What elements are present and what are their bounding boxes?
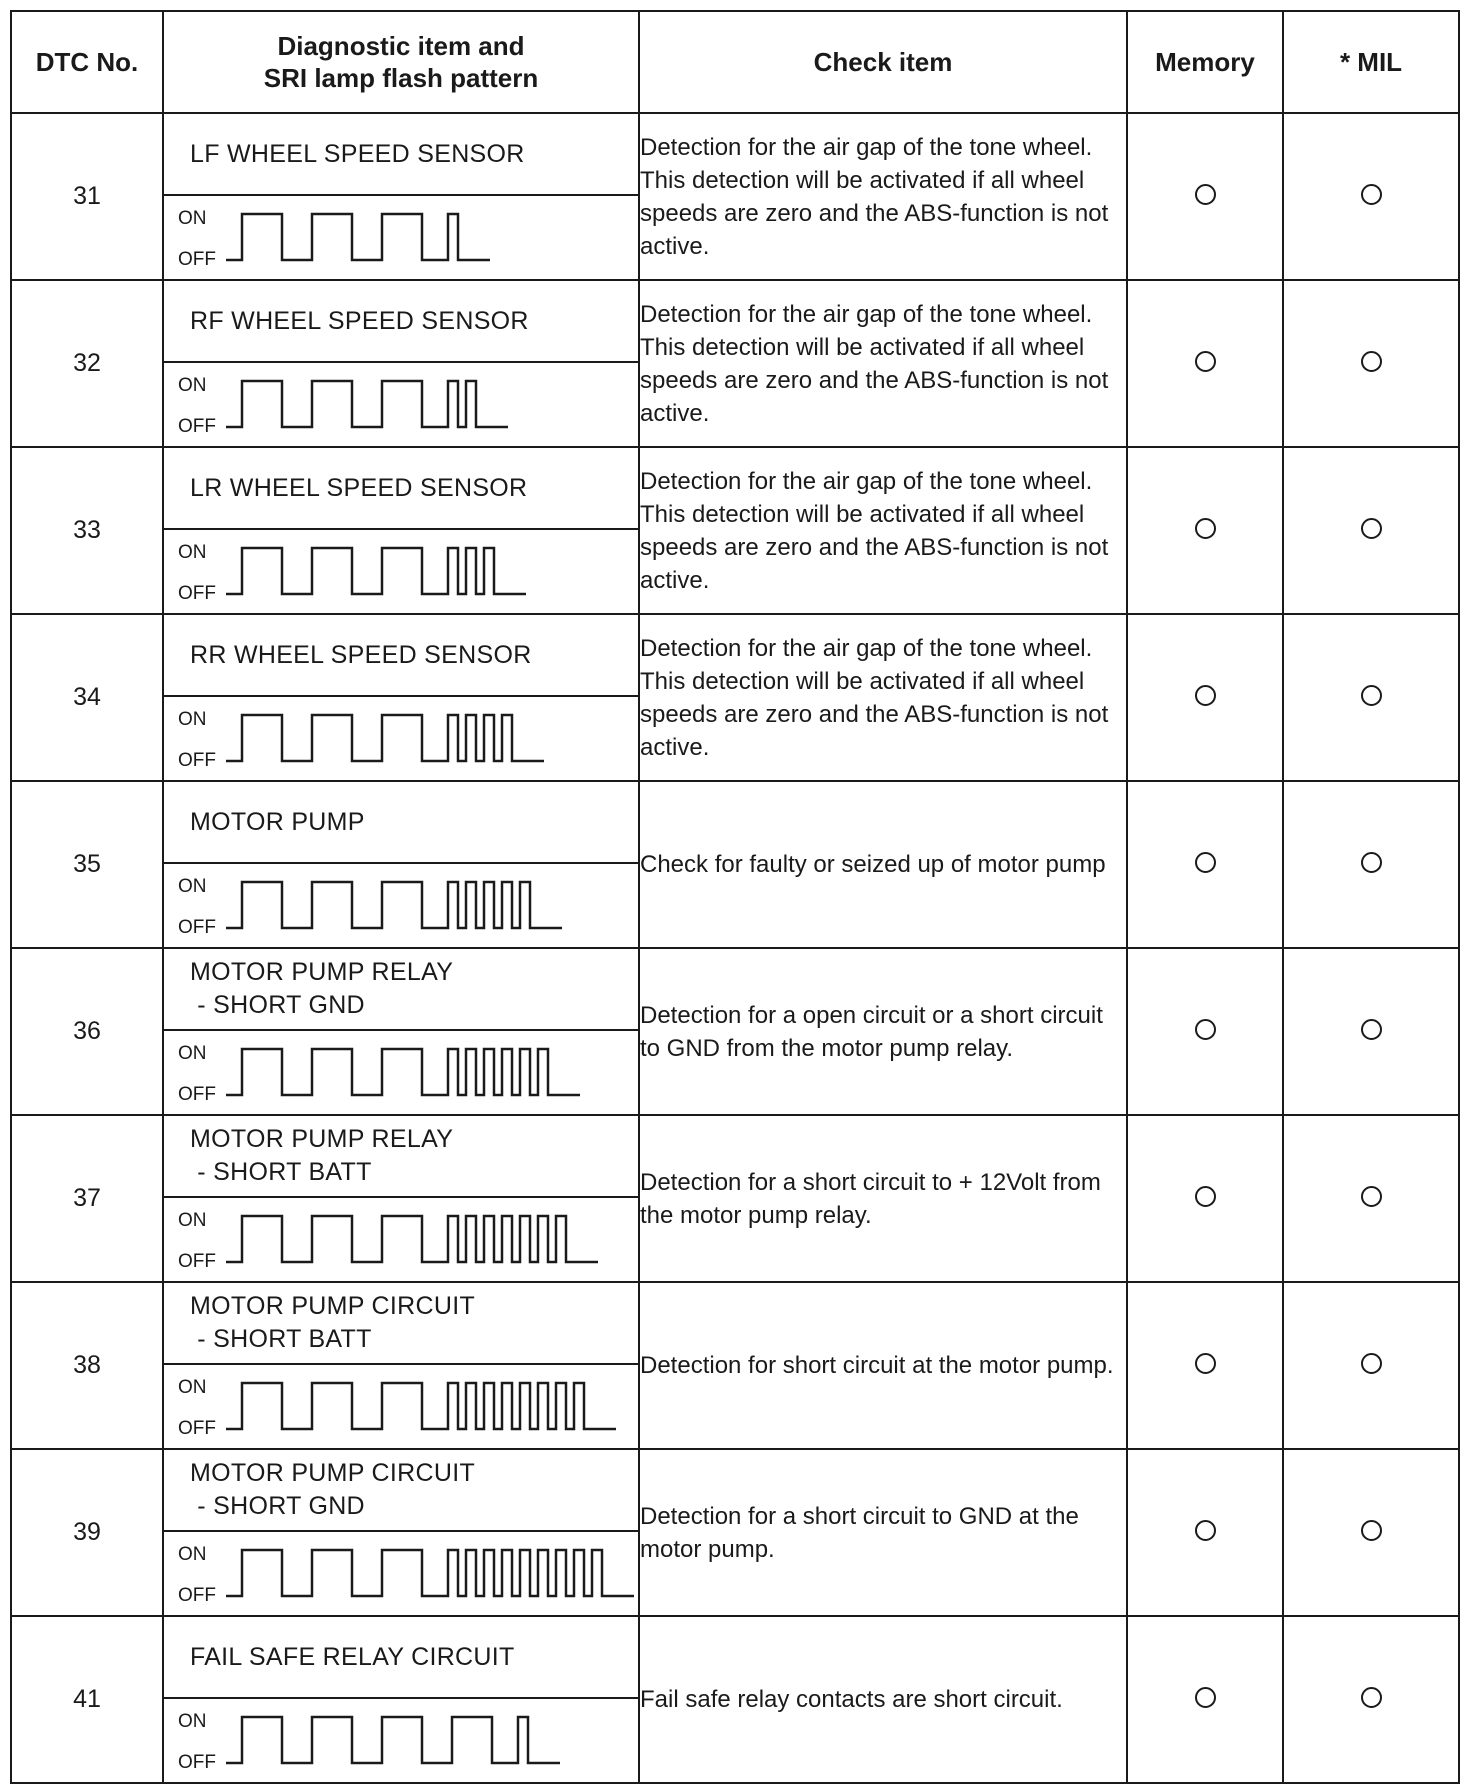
flash-waveform [164,1365,638,1448]
diagnostic-item-name [164,782,638,864]
memory-circle-mark [1195,1186,1216,1207]
diagnostic-item-name [164,1116,638,1198]
diagnostic-item-line: - SHORT BATT [190,1158,372,1186]
mil-mark [1283,1449,1459,1616]
header-memory: Memory [1127,11,1283,113]
flash-waveform [164,1699,638,1782]
memory-mark [1127,1616,1283,1783]
diagnostic-item-line: - SHORT BATT [190,1325,372,1353]
flash-waveform [164,1532,638,1615]
flash-waveform-line [226,381,508,427]
memory-circle-mark [1195,518,1216,539]
flash-waveform-line [226,1550,634,1596]
diagnostic-item-cell [163,280,639,447]
memory-mark [1127,1115,1283,1282]
flash-off-label: OFF [178,583,216,604]
mil-circle-mark [1361,184,1382,205]
table-row [11,1616,1459,1783]
diagnostic-item-cell [163,781,639,948]
table-row [11,614,1459,781]
header-dtc-no: DTC No. [11,11,163,113]
diagnostic-item-cell [163,614,639,781]
dtc-sheet [10,10,1458,1780]
dtc-number: 34 [11,614,163,781]
flash-on-label: ON [178,1711,207,1732]
diagnostic-item-line: RF WHEEL SPEED SENSOR [190,306,529,335]
dtc-number: 37 [11,1115,163,1282]
mil-circle-mark [1361,518,1382,539]
diagnostic-item-cell [163,1616,639,1783]
mil-mark [1283,447,1459,614]
check-item-text: Detection for a short circuit to + 12Volt from the motor pump relay. [639,1115,1127,1282]
mil-circle-mark [1361,685,1382,706]
diagnostic-item-line: FAIL SAFE RELAY CIRCUIT [190,1642,515,1671]
diagnostic-item-line: LF WHEEL SPEED SENSOR [190,139,525,168]
memory-circle-mark [1195,852,1216,873]
dtc-number: 32 [11,280,163,447]
memory-circle-mark [1195,1019,1216,1040]
dtc-number: 33 [11,447,163,614]
header-diagnostic-item [163,11,639,113]
diagnostic-item-name [164,949,638,1031]
diagnostic-item-name [164,114,638,196]
table-header-row [11,11,1459,113]
diagnostic-item-cell [163,447,639,614]
diagnostic-item-name [164,448,638,530]
header-mil: * MIL [1283,11,1459,113]
diagnostic-item-line: MOTOR PUMP RELAY [190,1125,454,1153]
check-item-text: Detection for a short circuit to GND at the motor pump. [639,1449,1127,1616]
diagnostic-item-cell [163,1115,639,1282]
memory-mark [1127,781,1283,948]
diagnostic-item-name [164,281,638,363]
flash-pattern [164,697,638,780]
mil-circle-mark [1361,1019,1382,1040]
flash-waveform [164,697,638,780]
flash-waveform-line [226,1049,580,1095]
memory-circle-mark [1195,685,1216,706]
diagnostic-item-line: MOTOR PUMP RELAY [190,958,454,986]
mil-mark [1283,948,1459,1115]
dtc-number: 36 [11,948,163,1115]
flash-on-label: ON [178,1544,207,1565]
flash-pattern [164,1699,638,1782]
flash-pattern [164,530,638,613]
flash-waveform [164,1198,638,1281]
dtc-number: 38 [11,1282,163,1449]
diagnostic-item-line: MOTOR PUMP [190,807,365,836]
flash-on-label: ON [178,876,207,897]
check-item-text: Detection for a open circuit or a short circuit to GND from the motor pump relay. [639,948,1127,1115]
flash-waveform-line [226,214,490,260]
flash-waveform-line [226,882,562,928]
dtc-number: 41 [11,1616,163,1783]
flash-on-label: ON [178,1210,207,1231]
flash-off-label: OFF [178,416,216,437]
flash-on-label: ON [178,1377,207,1398]
memory-mark [1127,614,1283,781]
dtc-number: 39 [11,1449,163,1616]
diagnostic-item-line: MOTOR PUMP CIRCUIT [190,1459,476,1487]
header-diag-line1: Diagnostic item and [277,31,525,61]
flash-off-label: OFF [178,750,216,771]
flash-waveform [164,530,638,613]
diagnostic-item-name [164,615,638,697]
check-item-text: Detection for the air gap of the tone wheel. This detection will be activated if all wheel speeds are zero and the ABS-function is not active. [639,113,1127,280]
flash-pattern [164,1198,638,1281]
mil-mark [1283,1616,1459,1783]
flash-waveform [164,864,638,947]
table-row [11,781,1459,948]
diagnostic-item-cell [163,1449,639,1616]
flash-waveform-line [226,1717,560,1763]
diagnostic-item-line: - SHORT GND [190,991,365,1019]
mil-circle-mark [1361,852,1382,873]
flash-waveform-line [226,548,526,594]
flash-off-label: OFF [178,1752,216,1773]
flash-waveform-line [226,1216,598,1262]
mil-mark [1283,113,1459,280]
flash-on-label: ON [178,1043,207,1064]
header-check-item: Check item [639,11,1127,113]
diagnostic-item-cell [163,113,639,280]
mil-mark [1283,1282,1459,1449]
memory-circle-mark [1195,184,1216,205]
check-item-text: Fail safe relay contacts are short circuit. [639,1616,1127,1783]
memory-circle-mark [1195,1687,1216,1708]
diagnostic-item-line: MOTOR PUMP CIRCUIT [190,1292,476,1320]
flash-off-label: OFF [178,249,216,270]
flash-on-label: ON [178,542,207,563]
flash-waveform-line [226,715,544,761]
check-item-text: Detection for the air gap of the tone wheel. This detection will be activated if all wheel speeds are zero and the ABS-function is not active. [639,280,1127,447]
check-item-text: Detection for the air gap of the tone wheel. This detection will be activated if all wheel speeds are zero and the ABS-function is not active. [639,614,1127,781]
flash-off-label: OFF [178,1585,216,1606]
mil-mark [1283,781,1459,948]
flash-on-label: ON [178,375,207,396]
diagnostic-item-name [164,1283,638,1365]
table-row [11,948,1459,1115]
flash-pattern [164,196,638,279]
diagnostic-item-name [164,1450,638,1532]
flash-on-label: ON [178,709,207,730]
flash-pattern [164,1365,638,1448]
flash-waveform-line [226,1383,616,1429]
mil-circle-mark [1361,351,1382,372]
mil-mark [1283,614,1459,781]
memory-mark [1127,1282,1283,1449]
memory-mark [1127,948,1283,1115]
diagnostic-item-cell [163,948,639,1115]
flash-off-label: OFF [178,1251,216,1272]
diagnostic-item-name [164,1617,638,1699]
memory-mark [1127,113,1283,280]
flash-pattern [164,363,638,446]
flash-off-label: OFF [178,1084,216,1105]
table-row [11,447,1459,614]
table-row [11,280,1459,447]
mil-mark [1283,1115,1459,1282]
table-row [11,113,1459,280]
memory-mark [1127,1449,1283,1616]
table-row [11,1115,1459,1282]
mil-circle-mark [1361,1687,1382,1708]
mil-mark [1283,280,1459,447]
flash-off-label: OFF [178,1418,216,1439]
check-item-text: Detection for the air gap of the tone wheel. This detection will be activated if all wheel speeds are zero and the ABS-function is not active. [639,447,1127,614]
check-item-text: Check for faulty or seized up of motor pump [639,781,1127,948]
memory-mark [1127,447,1283,614]
header-diag-line2: SRI lamp flash pattern [263,63,539,93]
dtc-number: 35 [11,781,163,948]
flash-waveform [164,363,638,446]
table-row [11,1282,1459,1449]
mil-circle-mark [1361,1353,1382,1374]
memory-circle-mark [1195,1353,1216,1374]
diagnostic-item-line: RR WHEEL SPEED SENSOR [190,640,532,669]
flash-waveform [164,1031,638,1114]
flash-pattern [164,1532,638,1615]
flash-waveform [164,196,638,279]
flash-on-label: ON [178,208,207,229]
mil-circle-mark [1361,1520,1382,1541]
diagnostic-item-line: - SHORT GND [190,1492,365,1520]
diagnostic-item-cell [163,1282,639,1449]
memory-circle-mark [1195,1520,1216,1541]
memory-mark [1127,280,1283,447]
check-item-text: Detection for short circuit at the motor pump. [639,1282,1127,1449]
memory-circle-mark [1195,351,1216,372]
flash-pattern [164,1031,638,1114]
table-row [11,1449,1459,1616]
diagnostic-item-line: LR WHEEL SPEED SENSOR [190,473,528,502]
flash-pattern [164,864,638,947]
flash-off-label: OFF [178,917,216,938]
dtc-number: 31 [11,113,163,280]
dtc-table [10,10,1460,1784]
mil-circle-mark [1361,1186,1382,1207]
